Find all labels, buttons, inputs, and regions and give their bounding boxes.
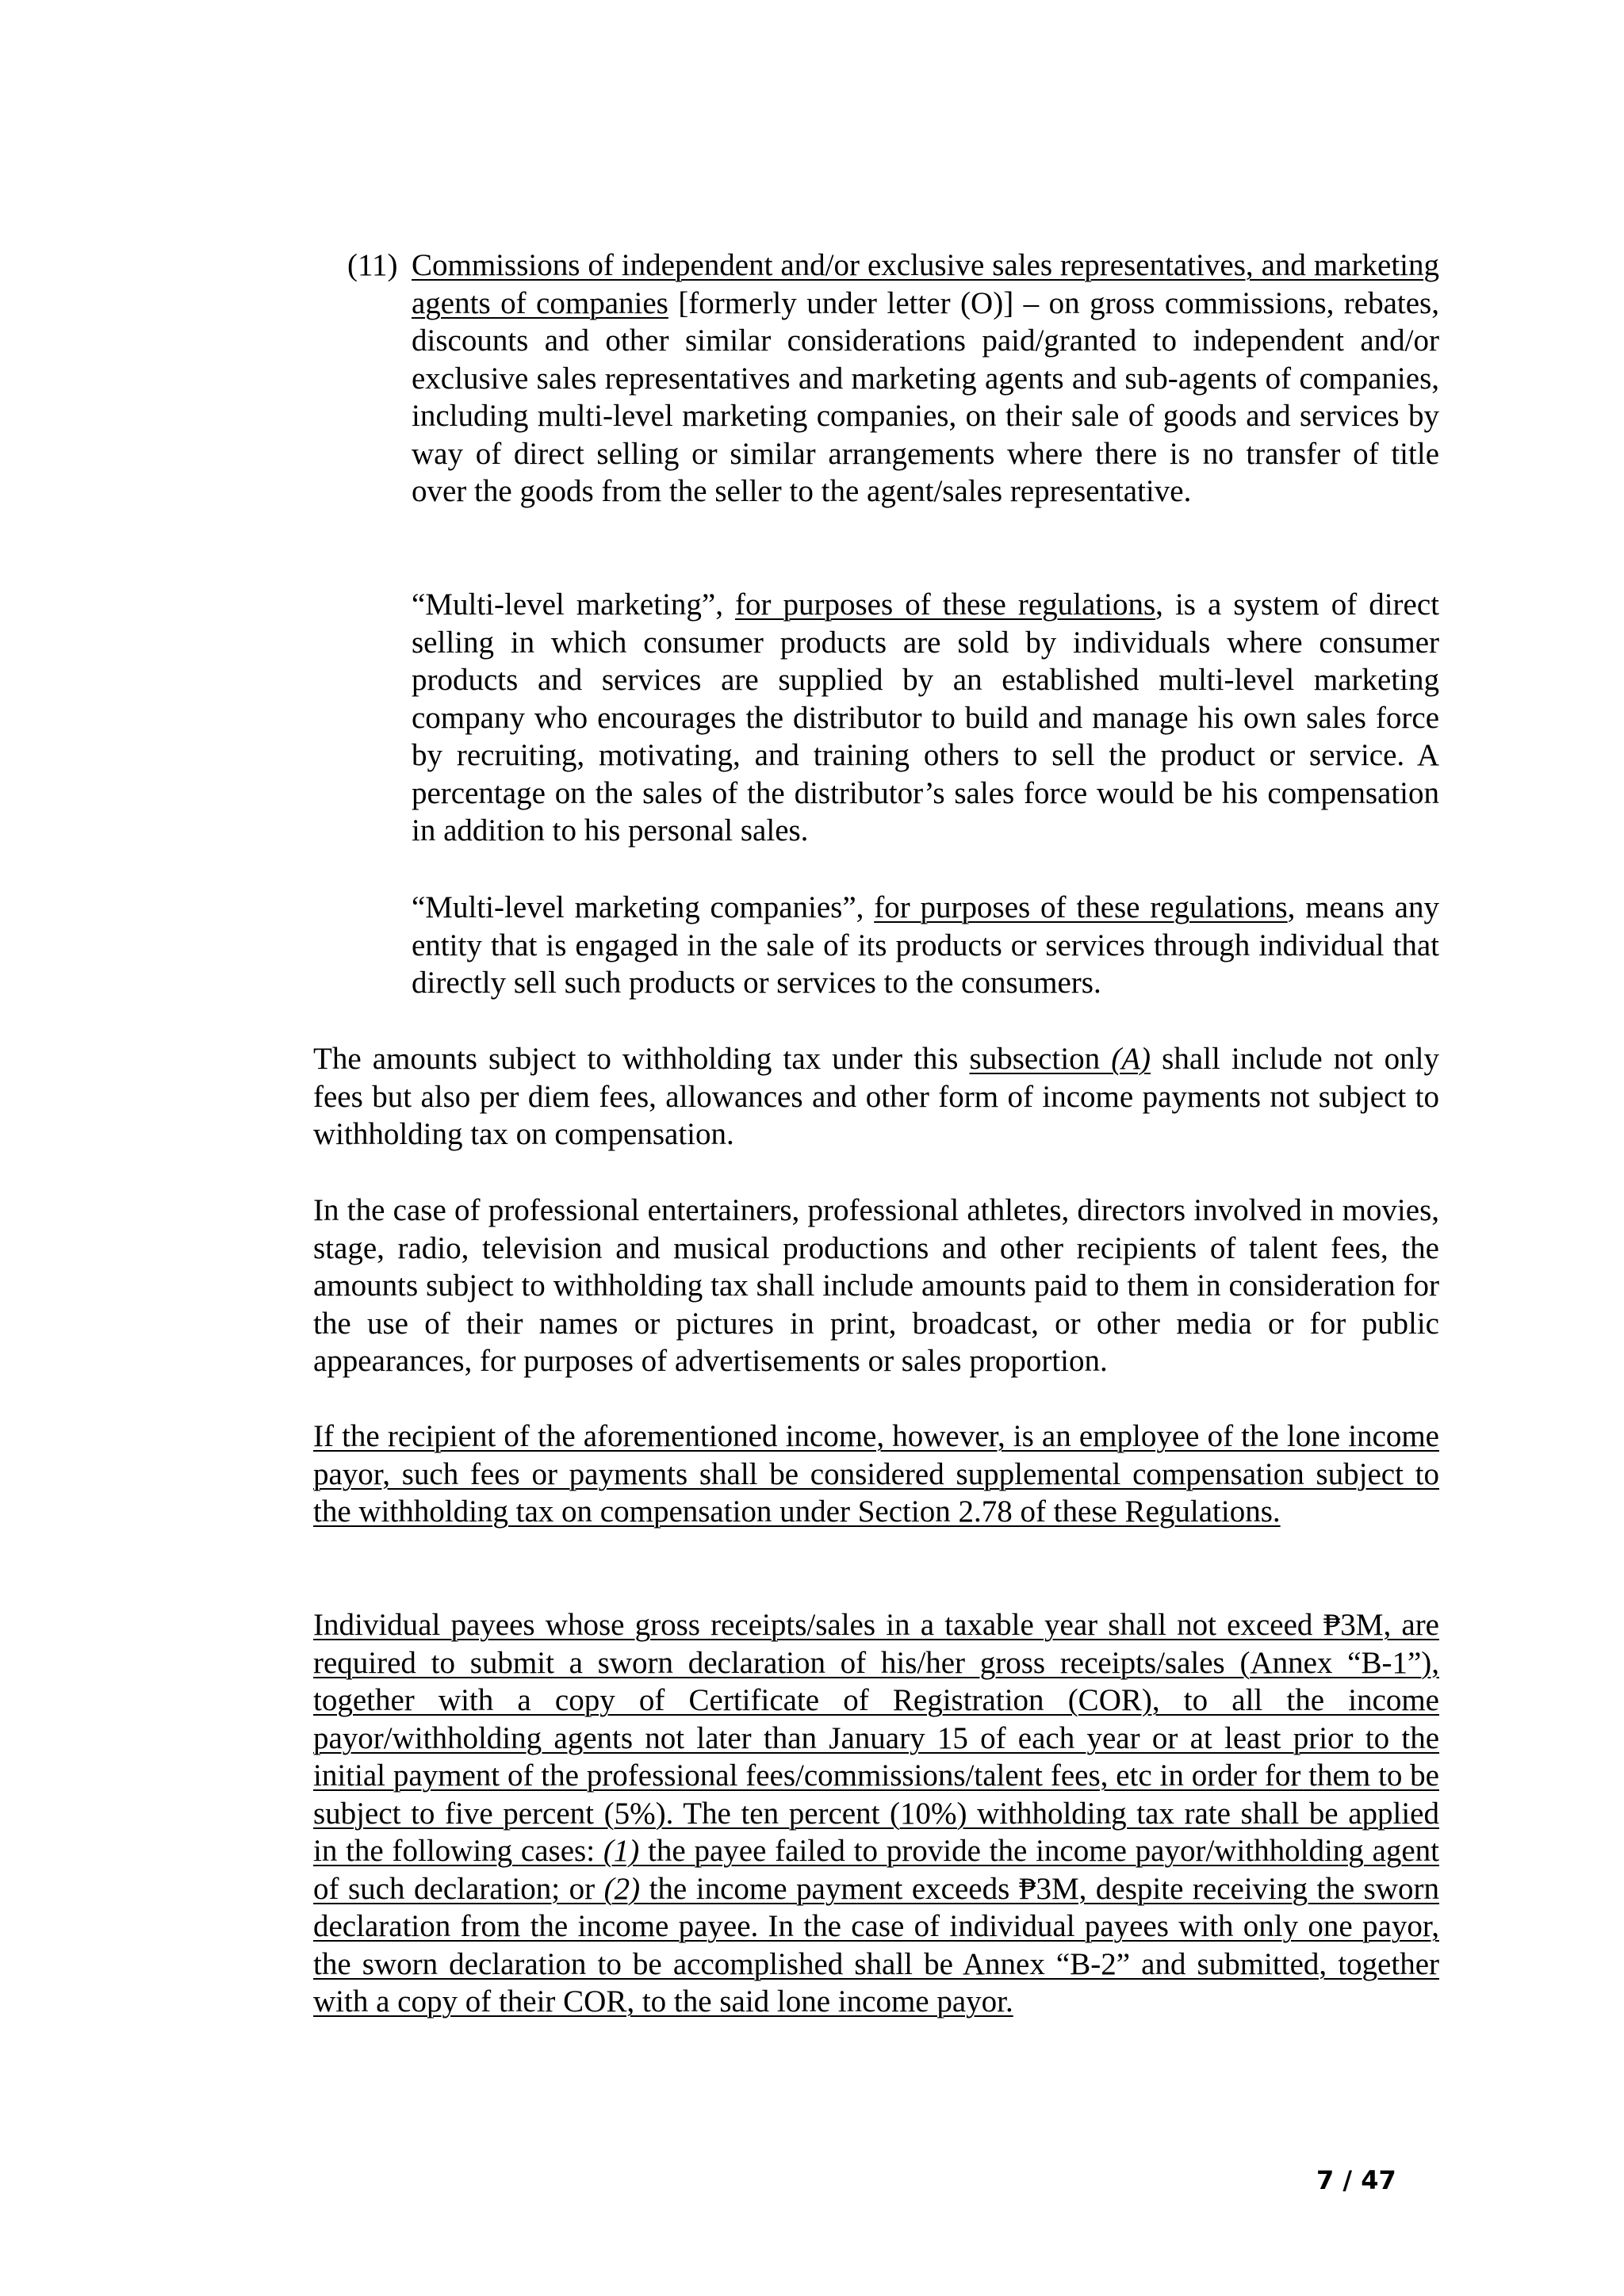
employee-paragraph [313,1418,1439,1531]
mlm-definition-underlined: for purposes of these regulations [735,587,1156,622]
mlm-definition-lead: “Multi-level marketing”, [412,587,736,622]
employee-paragraph-text: If the recipient of the aforementioned income, however, is an employee of the lone income payor, such fees or payments shall be considered supplemental compensation subject to the withholding tax on compensation under Section 2.78 of these Regulations. [313,1419,1439,1529]
individual-payees-paragraph [313,1606,1439,2021]
mlm-companies-lead: “Multi-level marketing companies”, [412,890,875,924]
mlm-definition-rest: , is a system of direct selling in which consumer products are sold by individuals where consumer products and services are supplied by an established multi-level marketing company who encourages the distributor to build and manage his own sales force by recruiting, motivating, and training others to sell the product or service. A percentage on the sales of the distributor’s sales force would be his compensation in addition to his personal sales. [412,587,1439,848]
mlm-definition-paragraph [412,586,1439,850]
amounts-underlined: subsection [969,1042,1112,1076]
individual-payees-part1: Individual payees whose gross receipts/sales in a taxable year shall not exceed ₱3M, are required to submit a sworn declaration of his/her gross receipts/sales (Annex “B-1”), together with a copy of Certificate of Registration (COR), to all the income payor/withholding agents not later than January 15 of each year or at least prior to the initial payment of the professional fees/commissions/talent fees, etc in order for them to be subject to five percent (5%). The ten percent (10%) withholding tax rate shall be applied in the following cases: [313,1608,1439,1868]
mlm-companies-rest: , means any entity that is engaged in the sale of its products or services through individual that directly sell such products or services to the consumers. [412,890,1439,1000]
amounts-paragraph [313,1040,1439,1154]
mlm-companies-definition-paragraph [412,889,1439,1002]
item-11-paragraph [412,247,1439,511]
mlm-companies-underlined: for purposes of these regulations [874,890,1288,924]
individual-payees-part2: the payee failed to provide the income payor/withholding agent of such declaration; or [313,1834,1439,1906]
amounts-rest: shall include not only fees but also per diem fees, allowances and other form of income payments not subject to withholding tax on compensation. [313,1042,1439,1151]
page-number: 7 / 47 [1316,2165,1396,2195]
entertainers-paragraph: In the case of professional entertainers, professional athletes, directors involved in movies, stage, radio, television and musical productions and other recipients of talent fees, the amounts subject to withholding tax shall include amounts paid to them in consideration for the use of their names or pictures in print, broadcast, or other media or for public appearances, for purposes of advertisements or sales proportion. [313,1193,1439,1378]
amounts-lead: The amounts subject to withholding tax under this [313,1042,970,1076]
item-heading-underlined: Commissions of independent and/or exclusive sales representatives, and marketing agents of companies [412,248,1439,320]
individual-payees-italic1: (1) [603,1834,640,1868]
item-heading-rest: [formerly under letter (O)] – on gross commissions, rebates, discounts and other similar considerations paid/granted to independent and/or exclusive sales representatives and marketing agents and sub-agents of companies, including multi-level marketing companies, on their sale of goods and services by way of direct selling or similar arrangements where there is no transfer of title over the goods from the seller to the agent/sales representative. [412,285,1439,508]
individual-payees-part3: the income payment exceeds ₱3M, despite receiving the sworn declaration from the income payee. In the case of individual payees with only one payor, the sworn declaration to be accomplished shall be Annex “B-2” and submitted, together with a copy of their COR, to the said lone income payor. [313,1871,1440,2019]
amounts-underlined-italic: (A) [1111,1042,1151,1076]
item-number: (11) [347,248,398,282]
individual-payees-italic2: (2) [603,1871,641,1906]
